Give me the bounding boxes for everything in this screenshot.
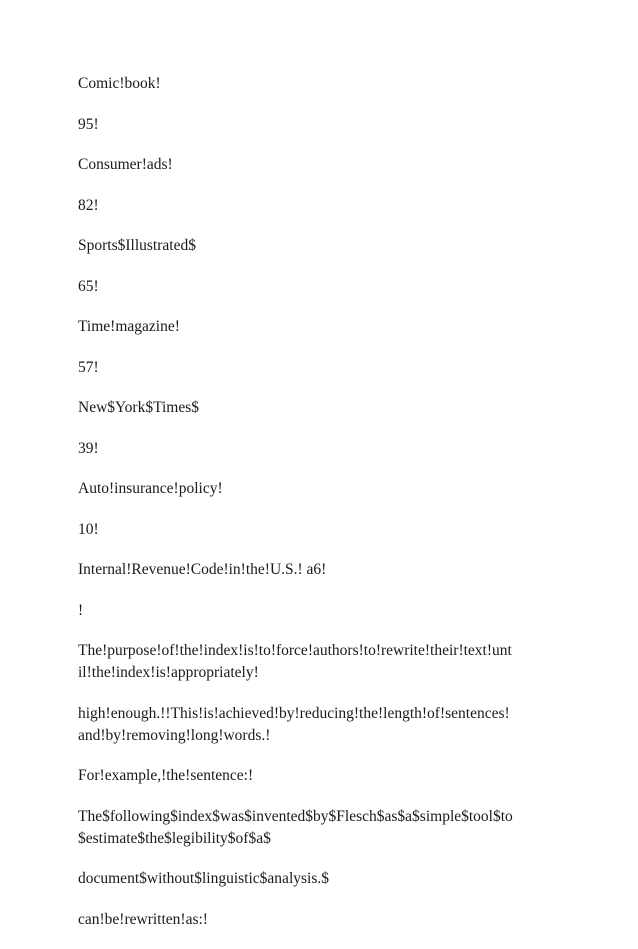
document-body: [78, 73, 568, 949]
text-line: high!enough.!!This!is!achieved!by!reducing!the!length!of!sentences!: [78, 704, 510, 722]
text-line: 65!: [78, 277, 99, 295]
text-paragraph: [78, 519, 568, 541]
text-paragraph: [78, 703, 568, 747]
text-paragraph: [78, 235, 568, 257]
text-paragraph: [78, 114, 568, 136]
text-paragraph: [78, 276, 568, 298]
text-line: Internal!Revenue!Code!in!the!U.S.! a6!: [78, 561, 327, 578]
text-line: il!the!index!is!appropriately!: [78, 664, 259, 681]
text-paragraph: [78, 909, 568, 931]
text-line: Consumer!ads!: [78, 156, 173, 173]
text-paragraph: [78, 316, 568, 338]
text-line: The!purpose!of!the!index!is!to!force!authors!to!rewrite!their!text!unt: [78, 642, 512, 659]
text-paragraph: [78, 438, 568, 460]
text-line: document$without$linguistic$analysis.$: [78, 870, 329, 887]
text-paragraph: [78, 397, 568, 419]
text-line: and!by!removing!long!words.!: [78, 726, 271, 744]
text-line: Comic!book!: [78, 75, 161, 92]
text-paragraph: [78, 357, 568, 379]
text-line: Sports$Illustrated$: [78, 237, 196, 254]
text-paragraph: [78, 154, 568, 176]
text-paragraph: [78, 806, 568, 850]
text-line: 39!: [78, 439, 99, 457]
text-paragraph: [78, 559, 568, 581]
text-paragraph: [78, 195, 568, 217]
text-line: For!example,!the!sentence:!: [78, 767, 254, 784]
text-line: New$York$Times$: [78, 399, 200, 416]
text-line: 57!: [78, 358, 99, 376]
text-paragraph: [78, 765, 568, 787]
text-line: can!be!rewritten!as:!: [78, 910, 208, 928]
text-line: $estimate$the$legibility$of$a$: [78, 829, 271, 847]
text-line: Auto!insurance!policy!: [78, 480, 223, 497]
text-paragraph: [78, 640, 568, 684]
text-line: 10!: [78, 520, 99, 538]
text-line: 95!: [78, 115, 99, 133]
text-paragraph: [78, 73, 568, 95]
text-line: 82!: [78, 196, 99, 214]
text-line: Time!magazine!: [78, 318, 180, 335]
text-line: !: [78, 601, 84, 619]
text-paragraph: [78, 600, 568, 622]
text-paragraph: [78, 478, 568, 500]
text-line: The$following$index$was$invented$by$Flesch$as$a$simple$tool$to: [78, 807, 513, 825]
text-paragraph: [78, 868, 568, 890]
